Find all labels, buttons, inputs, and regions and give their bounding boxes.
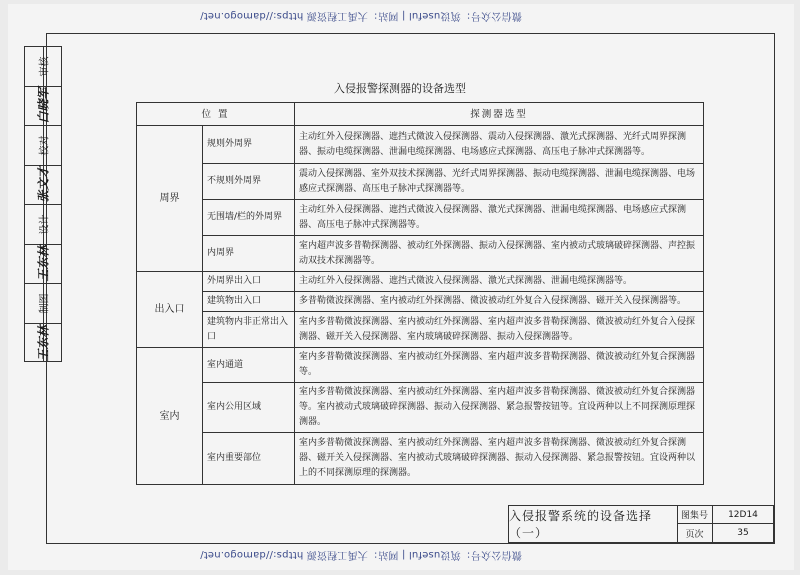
- detector-list-cell: 震动入侵探测器、室外双技术探测器、光纤式周界探测器、振动电缆探测器、泄漏电缆探测器、电场感应式探测器、高压电子脉冲式探测器等。: [295, 164, 704, 200]
- category-cell: 室内: [137, 348, 203, 485]
- header-position: 位 置: [137, 103, 295, 126]
- atlas-number-label: 图集号: [677, 506, 713, 524]
- table-row: [137, 200, 704, 236]
- table-row: [137, 236, 704, 272]
- watermark-bottom: 微信公众号：筑设useful | 网站：大禹工程资源 https://damogo.net/: [200, 549, 522, 560]
- signoff-cell: [25, 284, 61, 324]
- page-number-label: 页次: [677, 524, 713, 542]
- detector-list-cell: 多普勒微波探测器、室内被动红外探测器、微波被动红外复合入侵探测器、磁开关入侵探测器等。: [295, 292, 704, 312]
- signoff-cell: [25, 166, 61, 206]
- signoff-cell: [25, 205, 61, 245]
- position-cell: 外周界出入口: [203, 272, 295, 292]
- detector-list-cell: 室内多普勒微波探测器、室内被动红外探测器、室内超声波多普勒探测器、微波被动红外复合探测器等。室内被动式玻璃破碎探测器、振动入侵探测器、紧急报警按钮等。宜设两种以上不同探测原理探测器。: [295, 383, 704, 433]
- position-cell: 建筑物出入口: [203, 292, 295, 312]
- table-row: [137, 272, 704, 292]
- table-row: [137, 164, 704, 200]
- position-cell: 内周界: [203, 236, 295, 272]
- atlas-number-value: 12D14: [713, 506, 773, 524]
- table-row: [137, 383, 704, 433]
- position-cell: 室内通道: [203, 348, 295, 383]
- page-title: 入侵报警探测器的设备选型: [334, 82, 466, 95]
- table-row: [137, 292, 704, 312]
- detector-list-cell: 室内超声波多普勒探测器、被动红外探测器、振动入侵探测器、室内被动式玻璃破碎探测器、声控振动双技术探测器等。: [295, 236, 704, 272]
- table-header-row: [137, 103, 704, 126]
- detector-list-cell: 室内多普勒微波探测器、室内被动红外探测器、室内超声波多普勒探测器、微波被动红外复合入侵探测器、磁开关入侵探测器、室内玻璃破碎探测器、振动入侵探测器等。: [295, 312, 704, 348]
- position-cell: 室内公用区域: [203, 383, 295, 433]
- table-row: [137, 312, 704, 348]
- signature-image: 王东林: [36, 245, 51, 282]
- position-cell: 室内重要部位: [203, 433, 295, 485]
- signoff-role: 校对: [39, 135, 51, 156]
- drawing-name: 入侵报警系统的设备选择（一）: [509, 506, 678, 542]
- signoff-cell: [25, 126, 61, 166]
- signoff-cell: [25, 245, 61, 285]
- detector-list-cell: 主动红外入侵探测器、遮挡式微波入侵探测器、激光式探测器、泄漏电缆探测器等。: [295, 272, 704, 292]
- detector-selection-table: [136, 102, 704, 485]
- signoff-role: 设计: [39, 214, 51, 235]
- position-cell: 规则外周界: [203, 126, 295, 164]
- title-block: [508, 505, 774, 543]
- detector-list-cell: 室内多普勒微波探测器、室内被动红外探测器、室内超声波多普勒探测器、微波被动红外复合探测器等。: [295, 348, 704, 383]
- signature-image: 白晓军: [36, 87, 51, 124]
- table-row: [137, 433, 704, 485]
- page-number-value: 35: [737, 528, 749, 538]
- watermark-top: 微信公众号：筑设useful | 网站：大禹工程资源 https://damogo.net/: [200, 10, 522, 21]
- position-cell: 建筑物内非正常出入口: [203, 312, 295, 348]
- signature-image: 张文才: [36, 166, 51, 203]
- table-row: [137, 348, 704, 383]
- signoff-role: 审核: [39, 56, 51, 77]
- header-detector-type: 探测器选型: [295, 103, 704, 126]
- signoff-role: 制图: [39, 293, 51, 314]
- table-row: [137, 126, 704, 164]
- signature-image: 王东林: [36, 325, 51, 362]
- category-cell: 出入口: [137, 272, 203, 348]
- position-cell: 无围墙/栏的外周界: [203, 200, 295, 236]
- detector-list-cell: 室内多普勒微波探测器、室内被动红外探测器、室内超声波多普勒探测器、微波被动红外复合探测器、磁开关入侵探测器、室内被动式玻璃破碎探测器、振动入侵探测器、紧急报警按钮。宜设两种以上的不同探测原理的探测器。: [295, 433, 704, 485]
- position-cell: 不规则外周界: [203, 164, 295, 200]
- detector-list-cell: 主动红外入侵探测器、遮挡式微波入侵探测器、震动入侵探测器、激光式探测器、光纤式周界探测器、振动电缆探测器、泄漏电缆探测器、电场感应式探测器、高压电子脉冲式探测器等。: [295, 126, 704, 164]
- signoff-cell: [25, 324, 61, 364]
- detector-list-cell: 主动红外入侵探测器、遮挡式微波入侵探测器、激光式探测器、泄漏电缆探测器、电场感应式探测器、高压电子脉冲式探测器等。: [295, 200, 704, 236]
- category-cell: 周界: [137, 126, 203, 272]
